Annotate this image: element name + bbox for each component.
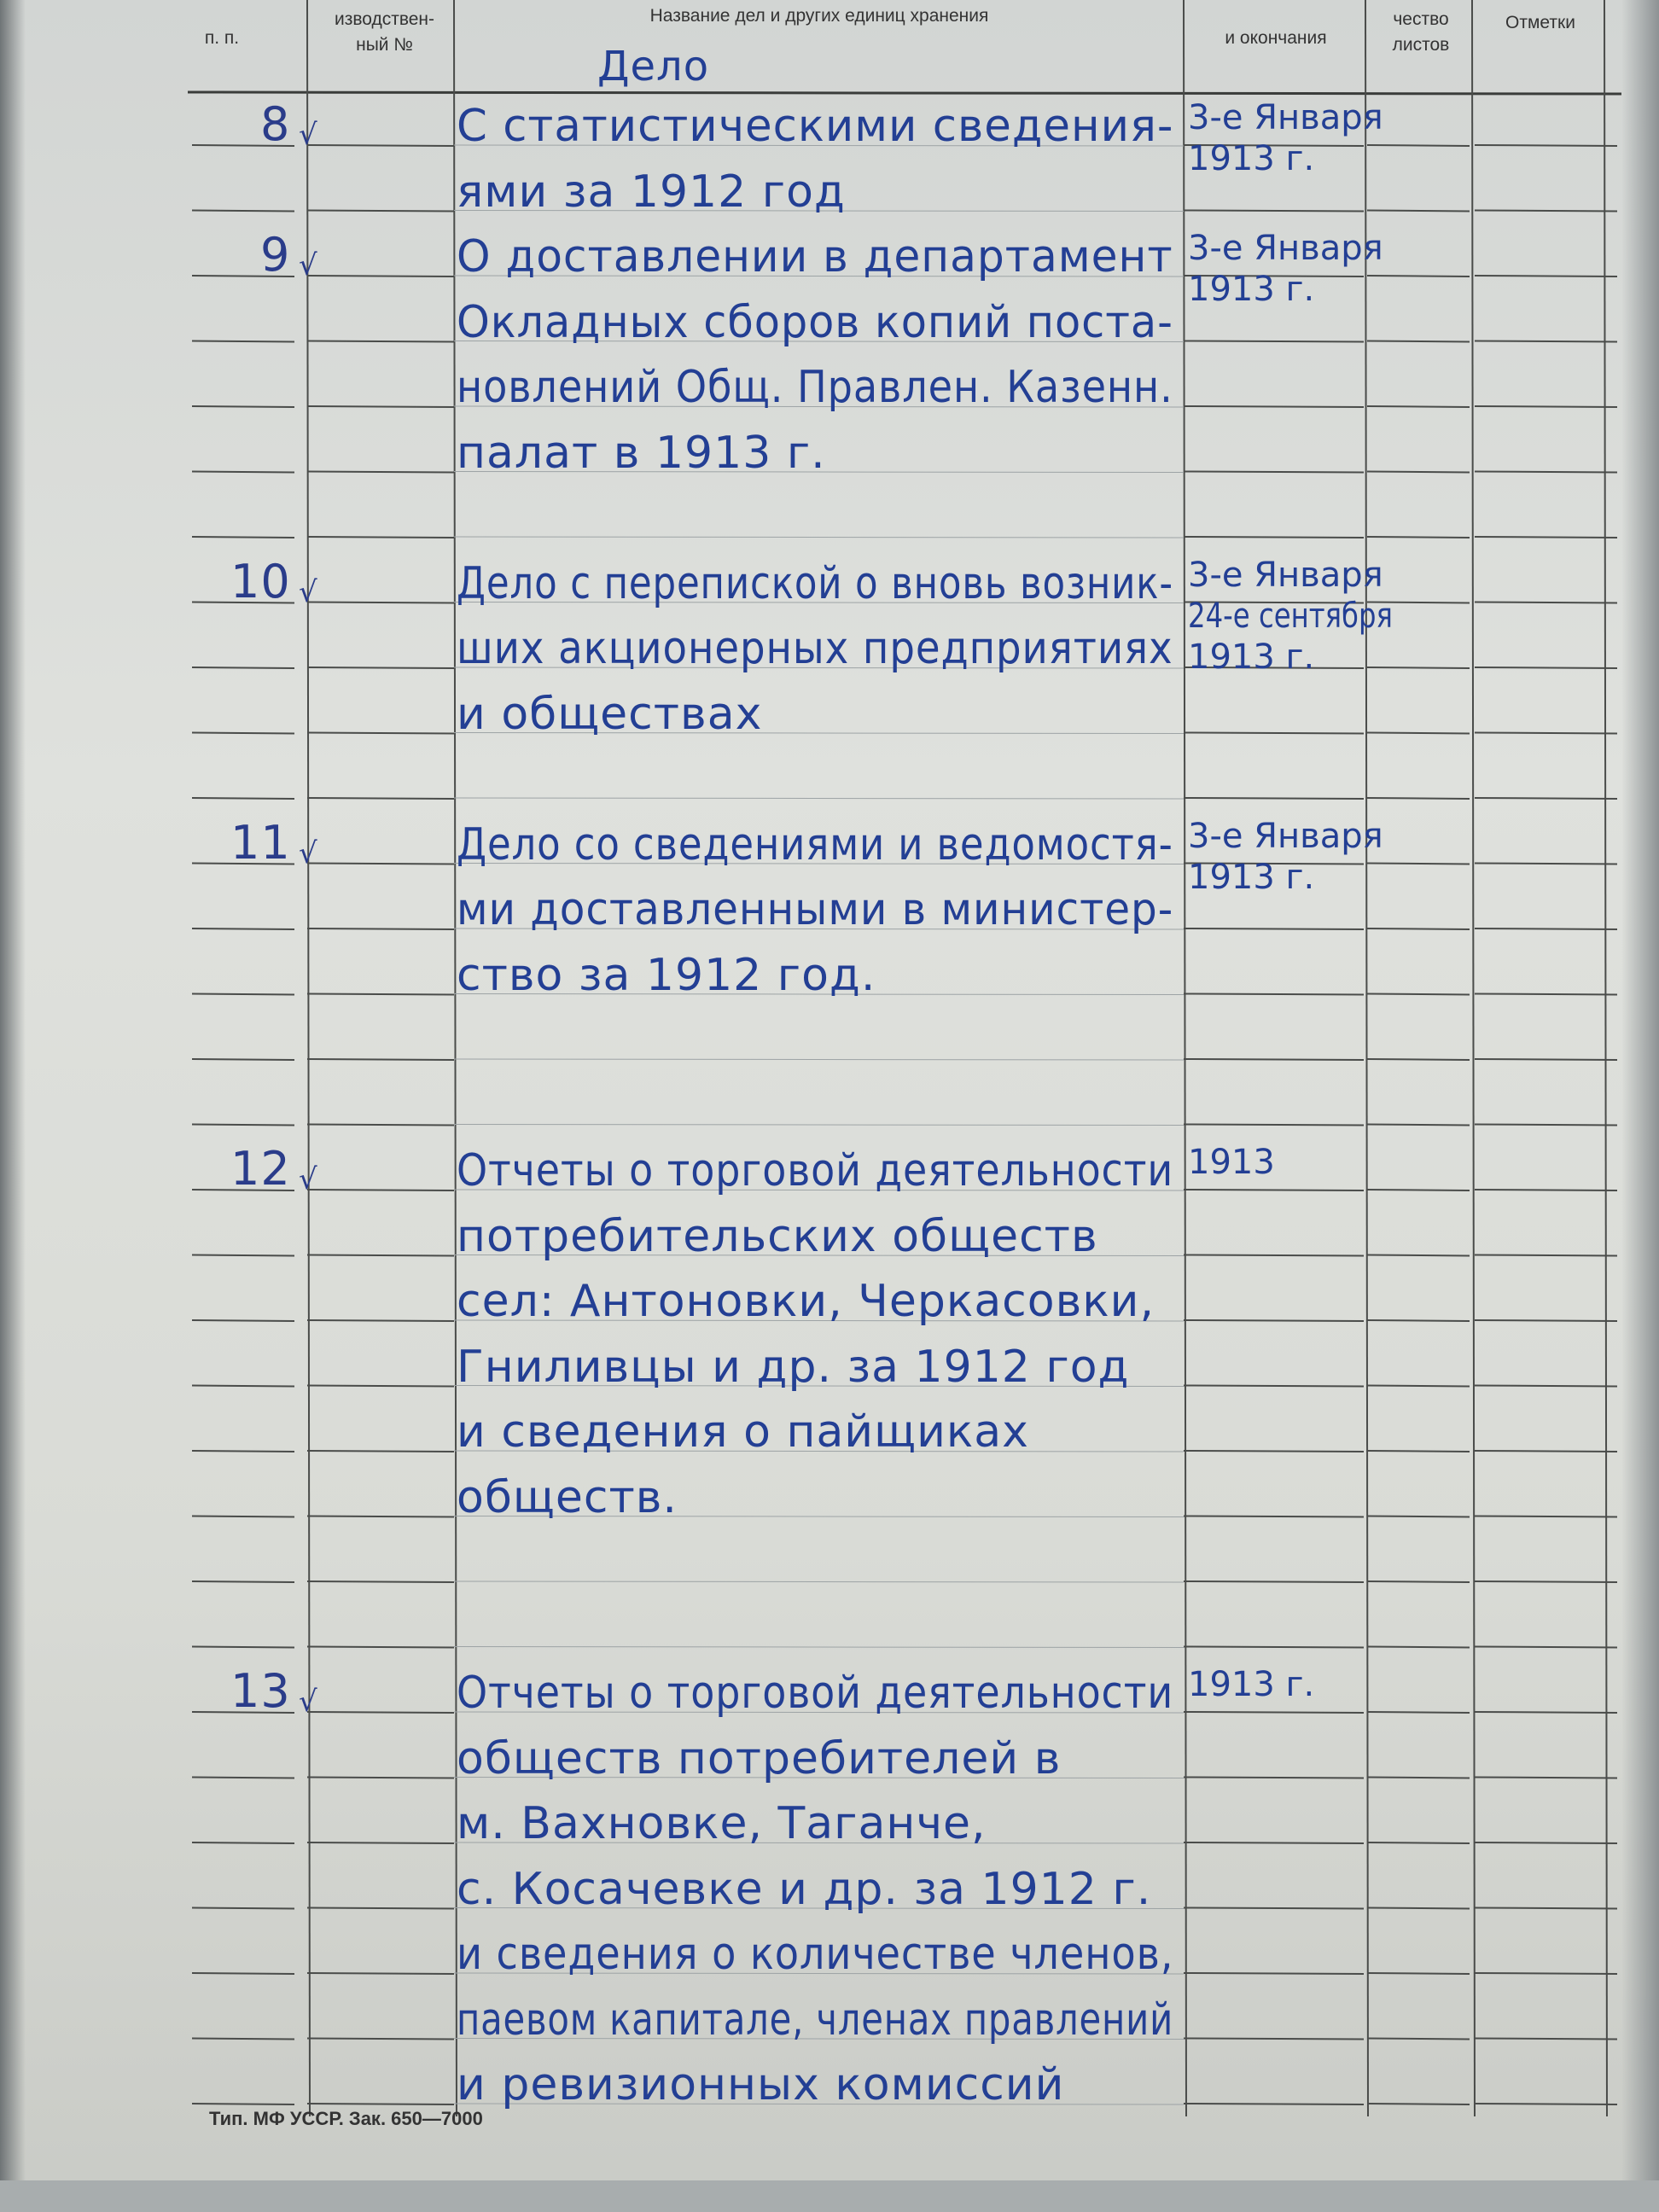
entry-title-line: с. Косачевке и др. за 1912 г. — [457, 1863, 1152, 1915]
ruled-line — [1367, 928, 1470, 929]
entry-date-line: 1913 г. — [1188, 637, 1315, 677]
ruled-line — [307, 1908, 454, 1909]
ruled-line — [1475, 1581, 1617, 1582]
entry-checkmark: √ — [299, 1685, 318, 1719]
header-col-num: п. п. — [204, 28, 240, 48]
ruled-line — [192, 928, 294, 929]
ruled-line — [307, 1516, 454, 1517]
col-rule-5 — [1472, 0, 1475, 2116]
entry-title-line: Дело с перепиской о вновь возник- — [457, 557, 1173, 609]
ruled-line — [192, 798, 294, 799]
ruled-line — [1184, 1581, 1364, 1582]
entry-title-line: ство за 1912 год. — [457, 949, 876, 1001]
ruled-line — [1367, 1320, 1470, 1321]
ruled-line — [1475, 1255, 1617, 1256]
entry-title-line: ми доставленными в министер- — [457, 884, 1174, 935]
ruled-line — [307, 994, 454, 995]
ruled-line — [1184, 928, 1364, 929]
ruled-line — [1184, 1908, 1364, 1909]
entry-date-line: 3-е Января — [1188, 229, 1383, 268]
entry-title-line: и ревизионных комиссий — [457, 2059, 1065, 2110]
ruled-line — [1475, 211, 1617, 212]
entry-number: 11 — [230, 815, 291, 870]
ruled-line — [1184, 1059, 1364, 1060]
header-title-handwritten: Дело — [597, 43, 710, 90]
entry-date-line: 24-е сентября — [1188, 596, 1393, 636]
ruled-line — [1475, 145, 1617, 146]
ruled-line — [1184, 1255, 1364, 1256]
ruled-line — [307, 1386, 454, 1387]
entry-title-line: потребительских обществ — [457, 1210, 1098, 1262]
ruled-line — [192, 1255, 294, 1256]
ruled-line — [1367, 1973, 1470, 1974]
ruled-line-faint — [454, 1647, 1184, 1648]
ruled-line-faint — [454, 537, 1184, 538]
print-footer: Тип. МФ УССР. Зак. 650—7000 — [209, 2108, 483, 2129]
ruled-line — [192, 994, 294, 995]
ruled-line — [307, 145, 454, 146]
ruled-line — [1184, 1451, 1364, 1452]
ruled-line — [192, 1516, 294, 1517]
ruled-line — [307, 1647, 454, 1648]
col-rule-3 — [1184, 0, 1186, 2116]
ruled-line-faint — [454, 1125, 1184, 1126]
ruled-line — [307, 1125, 454, 1126]
ruled-line — [192, 341, 294, 342]
ruled-line — [1367, 1712, 1470, 1713]
ruled-line — [1184, 1125, 1364, 1126]
ruled-line — [1475, 994, 1617, 995]
entry-title-line: новлений Общ. Правлен. Казенн. — [457, 362, 1173, 413]
ruled-line — [1367, 667, 1470, 668]
ruled-line — [192, 1842, 294, 1843]
ruled-line — [1184, 1516, 1364, 1517]
header-rule — [188, 92, 1621, 94]
ruled-line — [1475, 928, 1617, 929]
ruled-line — [1367, 341, 1470, 342]
ruled-line — [307, 537, 454, 538]
ruled-line — [192, 472, 294, 473]
header-col-sheets: чество листов — [1392, 9, 1450, 55]
ruled-line — [307, 798, 454, 799]
ruled-line — [1184, 537, 1364, 538]
entry-title-line: ших акционерных предприятиях — [457, 623, 1173, 674]
ruled-line — [1184, 994, 1364, 995]
ruled-line — [1475, 1059, 1617, 1060]
ruled-line — [1367, 994, 1470, 995]
entry-date-line: 1913 г. — [1188, 857, 1315, 897]
ruled-line — [1475, 1712, 1617, 1713]
ruled-line — [192, 1386, 294, 1387]
ruled-line — [307, 1973, 454, 1974]
ruled-line — [1367, 211, 1470, 212]
ruled-line — [1475, 1842, 1617, 1843]
entry-title-line: Дело со сведениями и ведомостя- — [457, 818, 1173, 870]
ruled-line — [1367, 733, 1470, 734]
ruled-line — [307, 406, 454, 407]
entry-checkmark: √ — [299, 835, 318, 870]
ruled-line — [1184, 472, 1364, 473]
entry-title-line: паевом капитале, членах правлений — [457, 1994, 1174, 2046]
ruled-line — [1367, 1386, 1470, 1387]
ruled-line — [307, 1255, 454, 1256]
entry-date-line: 3-е Января — [1188, 816, 1383, 856]
entry-number: 12 — [230, 1142, 291, 1196]
header-col-title: Название дел и других единиц хранения — [649, 6, 989, 26]
ruled-line — [192, 1320, 294, 1321]
ruled-line — [307, 1059, 454, 1060]
ruled-line — [307, 1712, 454, 1713]
ruled-line — [1367, 1516, 1470, 1517]
entry-checkmark: √ — [299, 574, 318, 609]
col-rule-6 — [1604, 0, 1607, 2116]
entry-date-line: 3-е Января — [1188, 555, 1383, 595]
ruled-line — [1475, 1386, 1617, 1387]
ruled-line — [192, 1908, 294, 1909]
ruled-line — [192, 1125, 294, 1126]
ruled-line — [1184, 733, 1364, 734]
ruled-line — [307, 1320, 454, 1321]
entry-date-line: 1913 г. — [1188, 270, 1315, 309]
ruled-line — [307, 1581, 454, 1582]
ruled-line — [1184, 211, 1364, 212]
ruled-line — [307, 341, 454, 342]
ruled-line — [1367, 798, 1470, 799]
ruled-line — [1367, 1451, 1470, 1452]
ruled-line — [1475, 1516, 1617, 1517]
ruled-line — [1367, 2039, 1470, 2040]
ruled-line — [307, 1842, 454, 1843]
ruled-line — [307, 602, 454, 603]
ruled-line — [1367, 406, 1470, 407]
ruled-line — [192, 667, 294, 668]
ruled-line — [307, 928, 454, 929]
entry-title-line: С статистическими сведения- — [457, 101, 1174, 152]
entry-title-line: Отчеты о торговой деятельности — [457, 1668, 1174, 1719]
entry-title-line: ями за 1912 год — [457, 166, 846, 218]
entry-title-line: и сведения о пайщиках — [457, 1406, 1029, 1458]
entry-title-line: обществ потребителей в — [457, 1732, 1062, 1784]
ruled-line — [1184, 1647, 1364, 1648]
entry-title-line: и сведения о количестве членов, — [457, 1929, 1174, 1980]
ruled-line — [1475, 2039, 1617, 2040]
ruled-line — [1475, 1647, 1617, 1648]
entry-title-line: м. Вахновке, Таганче, — [457, 1798, 987, 1849]
entry-date-line: 1913 г. — [1188, 139, 1315, 178]
ruled-line-faint — [454, 1581, 1184, 1582]
ruled-line — [1184, 341, 1364, 342]
ruled-line — [307, 667, 454, 668]
ruled-line — [192, 537, 294, 538]
entry-title-line: О доставлении в департамент — [457, 231, 1173, 282]
ruled-line — [1367, 537, 1470, 538]
ruled-line-faint — [454, 798, 1184, 799]
entry-checkmark: √ — [299, 1162, 318, 1196]
header-col-prod-number: изводствен- ный № — [334, 9, 435, 55]
ruled-line — [1367, 1647, 1470, 1648]
ruled-line — [1475, 537, 1617, 538]
ruled-line — [1184, 1712, 1364, 1713]
entry-title-line: Отчеты о торговой деятельности — [457, 1145, 1174, 1196]
ruled-line — [1475, 472, 1617, 473]
ruled-line — [1367, 1581, 1470, 1582]
ruled-line — [192, 2039, 294, 2040]
entry-checkmark: √ — [299, 248, 318, 282]
col-rule-1 — [307, 0, 310, 2116]
entry-title-line: Гниливцы и др. за 1912 год — [457, 1341, 1130, 1393]
entry-date-line: 1913 г. — [1188, 1665, 1315, 1704]
header-col-notes: Отметки — [1505, 13, 1575, 32]
ruled-line — [307, 1451, 454, 1452]
ruled-line — [192, 1059, 294, 1060]
ruled-line — [307, 211, 454, 212]
ruled-line — [192, 1581, 294, 1582]
ruled-line — [1367, 1125, 1470, 1126]
ruled-line — [1475, 1908, 1617, 1909]
ruled-line — [1475, 602, 1617, 603]
ruled-line — [1367, 472, 1470, 473]
entry-checkmark: √ — [299, 118, 318, 152]
ruled-line — [1475, 798, 1617, 799]
ruled-line — [1475, 1973, 1617, 1974]
entry-title-line: и обществах — [457, 688, 763, 740]
entry-date-line: 1913 — [1188, 1143, 1275, 1182]
entry-title-line: Окладных сборов копий поста- — [457, 296, 1173, 348]
entry-title-line: сел: Антоновки, Черкасовки, — [457, 1276, 1155, 1327]
ruled-line — [1367, 1842, 1470, 1843]
ruled-line — [1184, 1320, 1364, 1321]
entry-title-line: палат в 1913 г. — [457, 427, 826, 479]
ruled-line — [1184, 798, 1364, 799]
ruled-line — [1367, 1059, 1470, 1060]
ruled-line — [1475, 667, 1617, 668]
ruled-line — [1184, 1973, 1364, 1974]
ruled-line — [307, 2039, 454, 2040]
ruled-line — [1475, 1320, 1617, 1321]
ruled-line — [1184, 1386, 1364, 1387]
ruled-line — [1184, 406, 1364, 407]
ruled-line-faint — [454, 1059, 1184, 1060]
ruled-line — [192, 406, 294, 407]
ruled-line — [192, 733, 294, 734]
entry-number: 9 — [260, 228, 291, 282]
ruled-line — [1367, 145, 1470, 146]
ruled-line — [1475, 733, 1617, 734]
ruled-line — [192, 1647, 294, 1648]
entry-number: 8 — [260, 97, 291, 151]
entry-date-line: 3-е Января — [1188, 98, 1383, 137]
ruled-line — [1475, 406, 1617, 407]
entry-number: 10 — [230, 554, 291, 608]
ruled-line — [307, 472, 454, 473]
col-rule-4 — [1365, 0, 1368, 2116]
ruled-line — [1475, 341, 1617, 342]
ruled-line — [1184, 1842, 1364, 1843]
entry-number: 13 — [230, 1664, 291, 1718]
ruled-line — [192, 211, 294, 212]
ruled-line — [1475, 1451, 1617, 1452]
ruled-line — [307, 733, 454, 734]
ruled-line — [1184, 2039, 1364, 2040]
ruled-line — [1367, 1255, 1470, 1256]
ruled-line — [192, 1451, 294, 1452]
ruled-line — [1475, 1125, 1617, 1126]
ruled-line — [1367, 1908, 1470, 1909]
header-col-dates: и окончания — [1225, 28, 1327, 48]
entry-title-line: обществ. — [457, 1471, 678, 1523]
ruled-line — [192, 1973, 294, 1974]
